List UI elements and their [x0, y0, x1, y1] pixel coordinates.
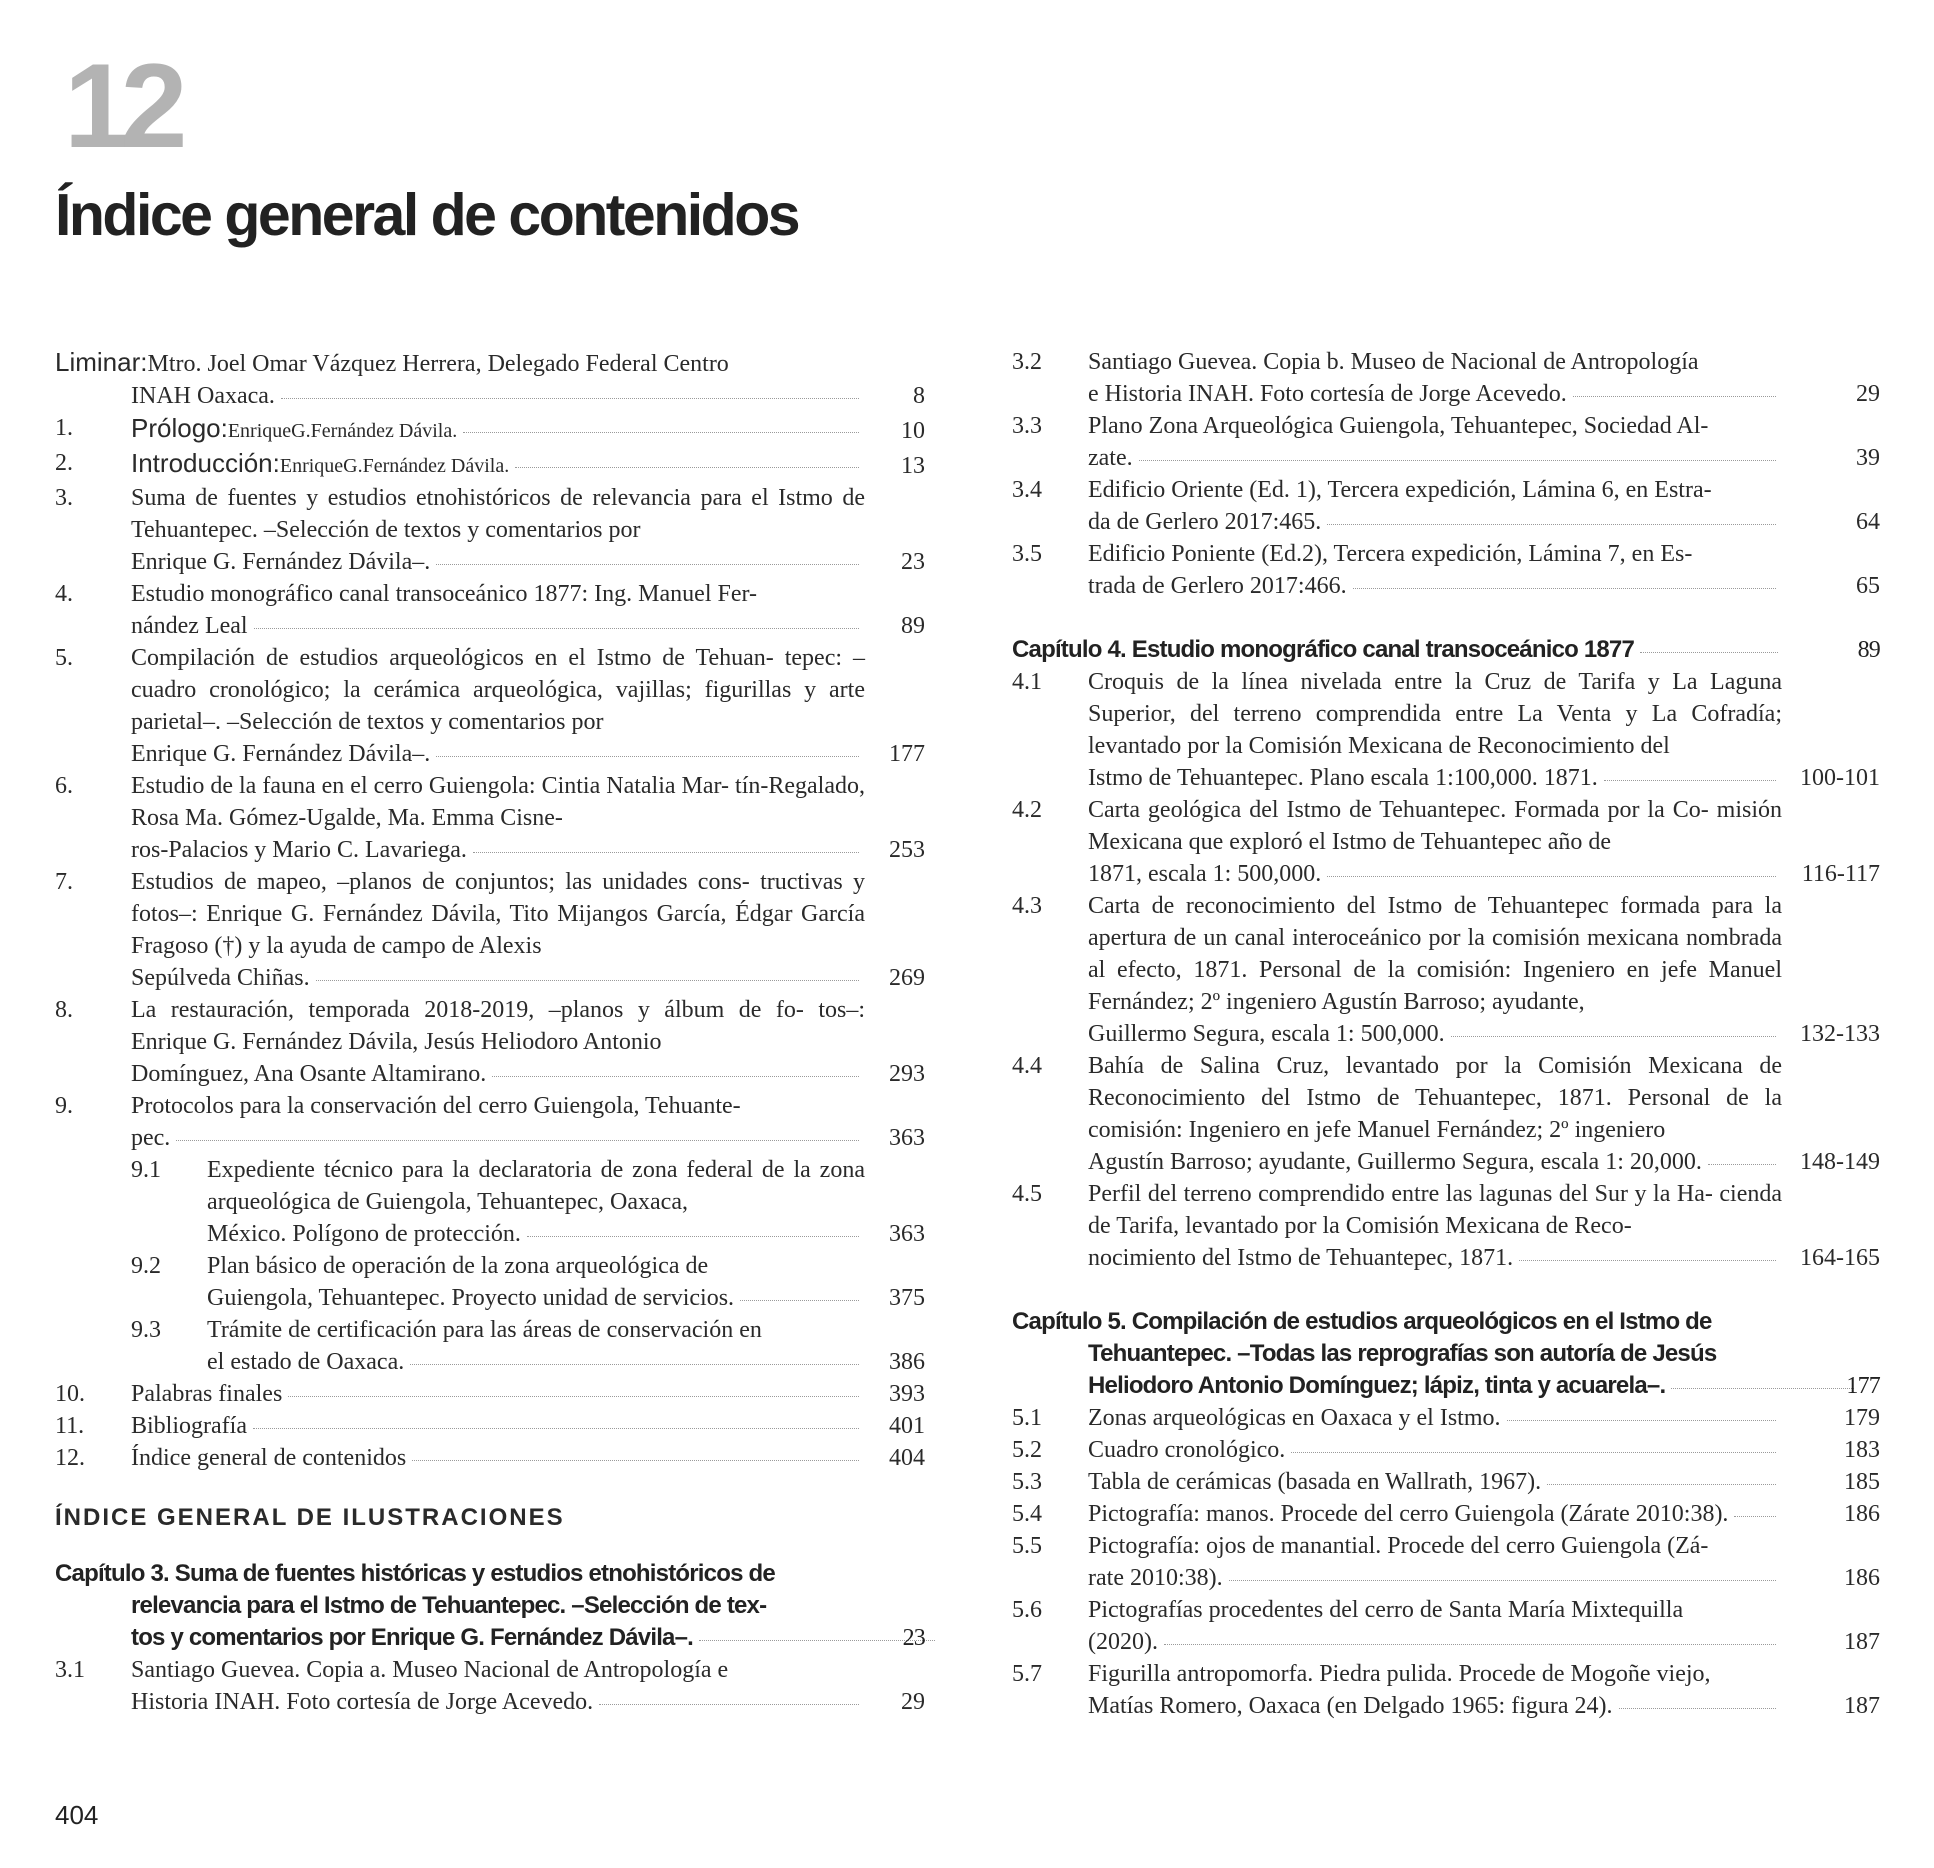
illustration-5-5[interactable] [1012, 1530, 1880, 1594]
entry-text: Perfil del terreno comprendido entre las lagunas del Sur y la Ha- cienda de Tarifa, levantado por la Comisión Mexicana de Reco- [1088, 1181, 1782, 1239]
spacer [1012, 1274, 1880, 1306]
toc-entry-prologo[interactable] [55, 412, 925, 447]
chapter-3-heading[interactable] [55, 1558, 925, 1654]
entry-text-end: Historia INAH. Foto cortesía de Jorge Acevedo. [131, 1689, 594, 1715]
page-number: 253 [889, 837, 925, 863]
dot-leader [412, 1460, 859, 1461]
entry-text-end: (2020). [1088, 1629, 1158, 1655]
dot-leader [599, 1704, 859, 1705]
dot-leader [1451, 1036, 1776, 1037]
page-number: 132-133 [1800, 1021, 1880, 1047]
illustration-3-5[interactable] [1012, 538, 1880, 602]
page-number: 186 [1844, 1501, 1880, 1527]
dot-leader [410, 1364, 859, 1365]
entry-number: 10. [55, 1381, 85, 1407]
entry-text: Trámite de certificación para las áreas de conservación en [207, 1317, 762, 1343]
entry-text: Estudio de la fauna en el cerro Guiengola: Cintia Natalia Mar- tín-Regalado, Rosa Ma. Gómez-Ugalde, Ma. Emma Cisne- [131, 773, 865, 831]
entry-number: 9.3 [131, 1317, 161, 1343]
toc-entry-10[interactable] [55, 1378, 925, 1410]
page-number: 100-101 [1800, 765, 1880, 791]
entry-text: Figurilla antropomorfa. Piedra pulida. Procede de Mogoñe viejo, [1088, 1661, 1711, 1687]
page-number: 179 [1844, 1405, 1880, 1431]
illustration-3-4[interactable] [1012, 474, 1880, 538]
entry-text: Expediente técnico para la declaratoria de zona federal de la zona arqueológica de Guiengola, Tehuantepec, Oaxaca, [207, 1157, 865, 1215]
entry-number: 5. [55, 645, 73, 671]
entry-text: Pictografía: ojos de manantial. Procede del cerro Guiengola (Zá- [1088, 1533, 1709, 1559]
entry-text: Edificio Poniente (Ed.2), Tercera expedición, Lámina 7, en Es- [1088, 541, 1693, 567]
entry-text: Zonas arqueológicas en Oaxaca y el Istmo. [1088, 1405, 1501, 1431]
chapter-text: Capítulo 3. Suma de fuentes históricas y estudios etnohistóricos de [55, 1560, 775, 1587]
entry-text-end: Domínguez, Ana Osante Altamirano. [131, 1061, 487, 1087]
entry-text: Edificio Oriente (Ed. 1), Tercera expedición, Lámina 6, en Estra- [1088, 477, 1712, 503]
entry-text: Carta geológica del Istmo de Tehuantepec. Formada por la Co- misión Mexicana que exploró el Istmo de Tehuantepec año de [1088, 797, 1782, 855]
dot-leader [176, 1140, 859, 1141]
entry-number: 5.3 [1012, 1469, 1042, 1495]
entry-number: 5.4 [1012, 1501, 1042, 1527]
dot-leader [1519, 1260, 1776, 1261]
entry-text: Pictografías procedentes del cerro de Santa María Mixtequilla [1088, 1597, 1684, 1623]
entry-number: 8. [55, 997, 73, 1023]
entry-text: Índice general de contenidos [131, 1445, 407, 1471]
entry-number: 1. [55, 415, 73, 441]
page-number: 164-165 [1800, 1245, 1880, 1271]
entry-text-end: trada de Gerlero 2017:466. [1088, 573, 1347, 599]
entry-text: Santiago Guevea. Copia a. Museo Nacional de Antropología e [131, 1657, 729, 1683]
entry-text-end: 1871, escala 1: 500,000. [1088, 861, 1322, 887]
entry-number: 4. [55, 581, 73, 607]
entry-text: EnriqueG.Fernández Dávila. [279, 455, 510, 477]
page-number: 375 [889, 1285, 925, 1311]
liminar-text-end: INAH Oaxaca. [131, 383, 275, 409]
entry-text-end: da de Gerlero 2017:465. [1088, 509, 1322, 535]
page-number: 64 [1856, 509, 1880, 535]
dot-leader [515, 467, 859, 468]
entry-number: 3.4 [1012, 477, 1042, 503]
dot-leader [316, 980, 859, 981]
illustration-5-3[interactable] [1012, 1466, 1880, 1498]
illustration-5-6[interactable] [1012, 1594, 1880, 1658]
entry-text-end: pec. [131, 1125, 171, 1151]
illustration-4-2[interactable] [1012, 794, 1880, 890]
entry-text-end: Enrique G. Fernández Dávila–. [131, 741, 431, 767]
dot-leader [1507, 1420, 1776, 1421]
liminar-label: Liminar: [55, 347, 148, 377]
page-folio: 404 [55, 1800, 99, 1830]
toc-entry-6[interactable] [55, 770, 925, 866]
entry-text: Plano Zona Arqueológica Guiengola, Tehuantepec, Sociedad Al- [1088, 413, 1709, 439]
entry-number: 3.3 [1012, 413, 1042, 439]
entry-text: Plan básico de operación de la zona arqueológica de [207, 1253, 709, 1279]
entry-text: La restauración, temporada 2018-2019, –planos y álbum de fo- tos–: Enrique G. Fernández Dávila, Jesús Heliodoro Antonio [131, 997, 865, 1055]
entry-number: 3. [55, 485, 73, 511]
entry-number: 5.5 [1012, 1533, 1042, 1559]
entry-text: Carta de reconocimiento del Istmo de Tehuantepec formada para la apertura de un canal interoceánico por la comisión mexicana nombrada al efecto, 1871. Personal de la comisión: Ingeniero en jefe Manuel Fernández; 2º ingeniero Agustín Barroso; ayudante, [1088, 893, 1782, 1015]
illustration-3-2[interactable] [1012, 346, 1880, 410]
illustration-3-3[interactable] [1012, 410, 1880, 474]
entry-text-end: México. Polígono de protección. [207, 1221, 521, 1247]
page-number: 116-117 [1801, 861, 1880, 887]
entry-text-end: nández Leal [131, 613, 248, 639]
entry-text-end: zate. [1088, 445, 1133, 471]
dot-leader [463, 432, 859, 433]
entry-text-end: el estado de Oaxaca. [207, 1349, 405, 1375]
toc-entry-7[interactable] [55, 866, 925, 994]
page-number: 187 [1844, 1629, 1880, 1655]
entry-text-end: Sepúlveda Chiñas. [131, 965, 310, 991]
toc-entry-8[interactable] [55, 994, 925, 1090]
dot-leader [253, 1428, 859, 1429]
page-number: 65 [1856, 573, 1880, 599]
entry-text: Croquis de la línea nivelada entre la Cruz de Tarifa y La Laguna Superior, del terreno comprendida entre La Venta y La Cofradía; levantado por la Comisión Mexicana de Reconocimiento del [1088, 669, 1782, 759]
entry-text: EnriqueG.Fernández Dávila. [227, 420, 458, 442]
page-number: 177 [889, 741, 925, 767]
entry-text-end: nocimiento del Istmo de Tehuantepec, 1871. [1088, 1245, 1514, 1271]
dot-leader [436, 564, 859, 565]
entry-number: 6. [55, 773, 73, 799]
page-number: 269 [889, 965, 925, 991]
entry-number: 3.5 [1012, 541, 1042, 567]
entry-text: Bibliografía [131, 1413, 247, 1439]
entry-text: Palabras finales [131, 1381, 283, 1407]
toc-entry-11[interactable] [55, 1410, 925, 1442]
entry-number: 4.3 [1012, 893, 1042, 919]
chapter-text-cont: relevancia para el Istmo de Tehuantepec. –Selección de tex- [131, 1592, 767, 1619]
illustration-3-1[interactable] [55, 1654, 925, 1718]
entry-text: Bahía de Salina Cruz, levantado por la Comisión Mexicana de Reconocimiento del Istmo de Tehuantepec, 1871. Personal de la comisión: Ingeniero en jefe Manuel Fernández; 2º ingeniero [1088, 1053, 1782, 1143]
entry-text-end: Enrique G. Fernández Dávila–. [131, 549, 431, 575]
entry-number: 11. [55, 1413, 85, 1439]
right-column [1012, 346, 1880, 1722]
page-number: 186 [1844, 1565, 1880, 1591]
page-number: 29 [1856, 381, 1880, 407]
page-number: 13 [901, 453, 925, 479]
page-title: Índice general de contenidos [55, 182, 799, 248]
entry-text: Santiago Guevea. Copia b. Museo de Nacional de Antropología [1088, 349, 1699, 375]
spacer [1012, 602, 1880, 634]
page-number: 404 [889, 1445, 925, 1471]
illustration-4-1[interactable] [1012, 666, 1880, 794]
page-number: 363 [889, 1221, 925, 1247]
chapter-5-heading[interactable] [1012, 1306, 1880, 1402]
page-number: 89 [901, 613, 925, 639]
illustration-4-5[interactable] [1012, 1178, 1880, 1274]
illustrations-heading: ÍNDICE GENERAL DE ILUSTRACIONES [55, 1504, 565, 1531]
page-number: 401 [889, 1413, 925, 1439]
liminar-text: Mtro. Joel Omar Vázquez Herrera, Delegado Federal Centro [147, 351, 729, 377]
entry-number: 2. [55, 450, 73, 476]
entry-number: 9.2 [131, 1253, 161, 1279]
entry-number: 7. [55, 869, 73, 895]
entry-text-end: Istmo de Tehuantepec. Plano escala 1:100,000. 1871. [1088, 765, 1598, 791]
page-number: 187 [1844, 1693, 1880, 1719]
entry-text-end: Guiengola, Tehuantepec. Proyecto unidad de servicios. [207, 1285, 735, 1311]
illustration-5-2[interactable] [1012, 1434, 1880, 1466]
dot-leader [1327, 524, 1776, 525]
dot-leader [1291, 1452, 1776, 1453]
left-column [55, 346, 925, 1718]
toc-subentry-9-2[interactable] [55, 1250, 925, 1314]
entry-text-end: Matías Romero, Oaxaca (en Delgado 1965: figura 24). [1088, 1693, 1613, 1719]
page-number: 39 [1856, 445, 1880, 471]
entry-text-end: ros-Palacios y Mario C. Lavariega. [131, 837, 467, 863]
toc-entry-4[interactable] [55, 578, 925, 642]
page-number: 393 [889, 1381, 925, 1407]
toc-subentry-9-3[interactable] [55, 1314, 925, 1378]
toc-entry-introduccion[interactable] [55, 447, 925, 482]
chapter-text: Capítulo 4. Estudio monográfico canal transoceánico 1877 [1012, 636, 1635, 663]
chapter-text-end: tos y comentarios por Enrique G. Fernández Dávila–. [131, 1624, 694, 1651]
entry-lead: Prólogo: [131, 413, 228, 443]
chapter-text-cont: Tehuantepec. –Todas las reprografías son autoría de Jesús [1088, 1340, 1717, 1367]
toc-entry-liminar[interactable] [55, 346, 925, 412]
dot-leader [473, 852, 859, 853]
entry-number: 9.1 [131, 1157, 161, 1183]
dot-leader [1327, 876, 1776, 877]
toc-subentry-9-1[interactable] [55, 1154, 925, 1250]
entry-number: 9. [55, 1093, 73, 1119]
entry-number: 4.4 [1012, 1053, 1042, 1079]
page-number: 23 [901, 549, 925, 575]
illustration-4-3[interactable] [1012, 890, 1880, 1050]
dot-leader [1619, 1708, 1777, 1709]
entry-number: 5.1 [1012, 1405, 1042, 1431]
entry-number: 5.6 [1012, 1597, 1042, 1623]
toc-entry-3[interactable] [55, 482, 925, 578]
page-number: 23 [902, 1625, 925, 1651]
entry-number: 3.2 [1012, 349, 1042, 375]
dot-leader [254, 628, 859, 629]
dot-leader [1547, 1484, 1776, 1485]
toc-entry-5[interactable] [55, 642, 925, 770]
dot-leader [1573, 396, 1776, 397]
entry-text: Compilación de estudios arqueológicos en el Istmo de Tehuan- tepec: –cuadro cronológico; la cerámica arqueológica, vajillas; figurillas y arte parietal–. –Selección de textos y comentarios por [131, 645, 865, 735]
page-number: 363 [889, 1125, 925, 1151]
dot-leader [527, 1236, 859, 1237]
entry-number: 4.1 [1012, 669, 1042, 695]
entry-text: Cuadro cronológico. [1088, 1437, 1286, 1463]
dot-leader [1139, 460, 1776, 461]
page-number: 89 [1857, 637, 1880, 663]
entry-text: Pictografía: manos. Procede del cerro Guiengola (Zárate 2010:38). [1088, 1501, 1729, 1527]
page-number: 185 [1844, 1469, 1880, 1495]
entry-text-end: rate 2010:38). [1088, 1565, 1223, 1591]
illustration-5-1[interactable] [1012, 1402, 1880, 1434]
entry-text-end: Guillermo Segura, escala 1: 500,000. [1088, 1021, 1445, 1047]
dot-leader [492, 1076, 859, 1077]
chapter-4-heading[interactable] [1012, 634, 1880, 666]
entry-text: Protocolos para la conservación del cerro Guiengola, Tehuante- [131, 1093, 741, 1119]
illustration-4-4[interactable] [1012, 1050, 1880, 1178]
entry-number: 3.1 [55, 1657, 85, 1683]
entry-text: Estudio monográfico canal transoceánico 1877: Ing. Manuel Fer- [131, 581, 757, 607]
entry-number: 4.5 [1012, 1181, 1042, 1207]
entry-text-end: Agustín Barroso; ayudante, Guillermo Segura, escala 1: 20,000. [1088, 1149, 1702, 1175]
dot-leader [281, 398, 859, 399]
page-number: 293 [889, 1061, 925, 1087]
dot-leader [1353, 588, 1776, 589]
chapter-text-end: Heliodoro Antonio Domínguez; lápiz, tinta y acuarela–. [1088, 1372, 1666, 1399]
page-number: 148-149 [1800, 1149, 1880, 1175]
entry-text-end: e Historia INAH. Foto cortesía de Jorge Acevedo. [1088, 381, 1567, 407]
chapter-number: 12 [64, 39, 178, 173]
toc-entry-12[interactable] [55, 1442, 925, 1474]
page-number: 183 [1844, 1437, 1880, 1463]
dot-leader [1604, 780, 1776, 781]
illustration-5-4[interactable] [1012, 1498, 1880, 1530]
entry-text: Tabla de cerámicas (basada en Wallrath, 1967). [1088, 1469, 1542, 1495]
illustration-5-7[interactable] [1012, 1658, 1880, 1722]
entry-text: Estudios de mapeo, –planos de conjuntos; las unidades cons- tructivas y fotos–: Enrique G. Fernández Dávila, Tito Mijangos García, Édgar García Fragoso (†) y la ayuda de campo de Alexis [131, 869, 865, 959]
page-number: 8 [913, 383, 925, 409]
page-number: 386 [889, 1349, 925, 1375]
dot-leader [1640, 652, 1778, 653]
entry-lead: Introducción: [131, 448, 280, 478]
dot-leader [1229, 1580, 1776, 1581]
page-number: 177 [1846, 1373, 1880, 1399]
page-number: 10 [901, 418, 925, 444]
page-number: 29 [901, 1689, 925, 1715]
chapter-text: Capítulo 5. Compilación de estudios arqueológicos en el Istmo de [1012, 1308, 1712, 1335]
dot-leader [1164, 1644, 1776, 1645]
dot-leader [436, 756, 859, 757]
toc-entry-9[interactable] [55, 1090, 925, 1154]
entry-number: 5.2 [1012, 1437, 1042, 1463]
entry-text: Suma de fuentes y estudios etnohistóricos de relevancia para el Istmo de Tehuantepec. –Selección de textos y comentarios por [131, 485, 865, 543]
entry-number: 4.2 [1012, 797, 1042, 823]
entry-number: 5.7 [1012, 1661, 1042, 1687]
dot-leader [1708, 1164, 1776, 1165]
dot-leader [288, 1396, 859, 1397]
entry-number: 12. [55, 1445, 85, 1471]
